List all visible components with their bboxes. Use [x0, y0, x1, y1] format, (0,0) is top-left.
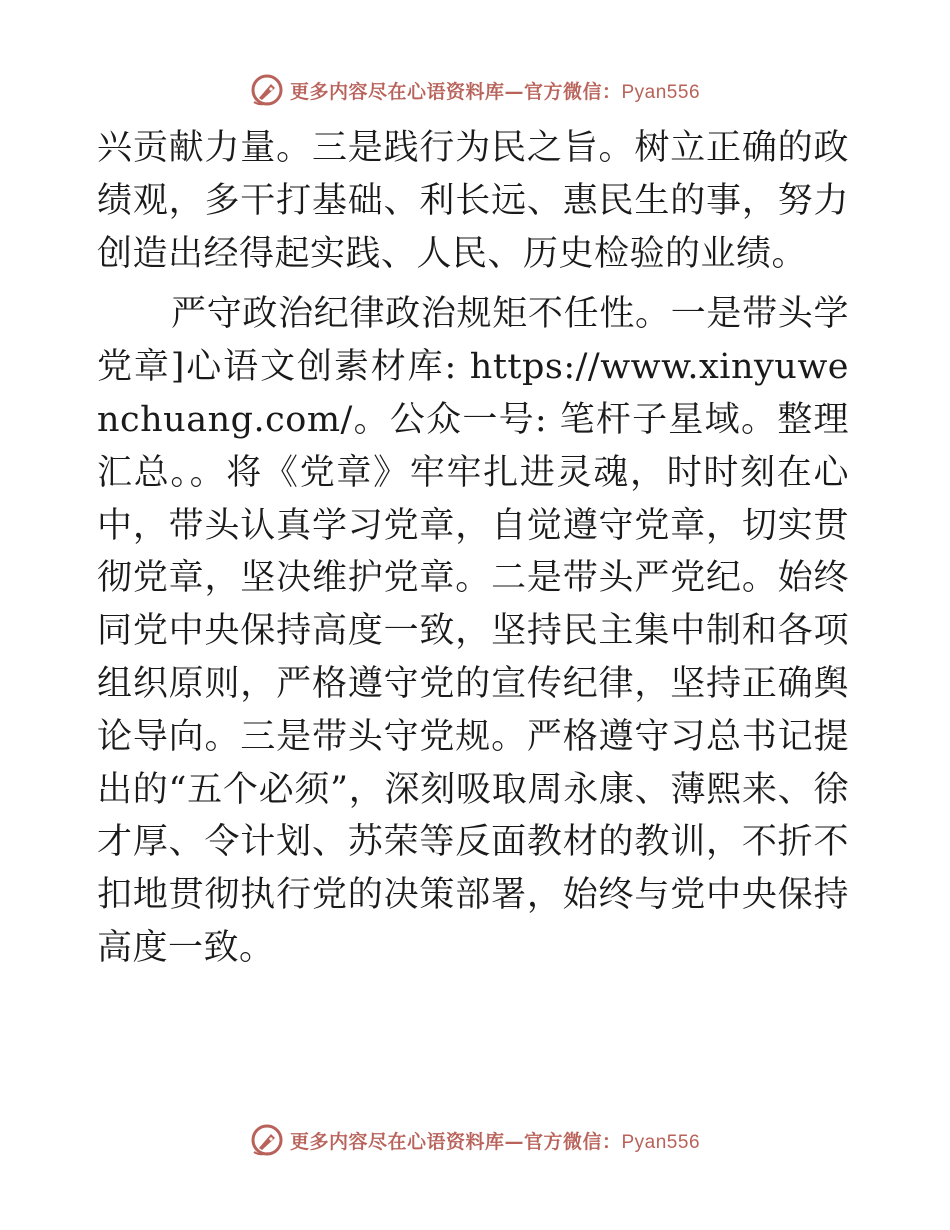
- header-banner-text: 更多内容尽在心语资料库—官方微信：Pyan556: [289, 80, 701, 103]
- header-wechat-id: Pyan556: [621, 81, 701, 103]
- footer-banner-text: 更多内容尽在心语资料库—官方微信：Pyan556: [289, 1130, 701, 1153]
- paragraph-1: 兴贡献力量。三是践行为民之旨。树立正确的政绩观，多干打基础、利长远、惠民生的事，努力创造出经得起实践、人民、历史检验的业绩。: [97, 128, 849, 274]
- pen-nib-circle-icon: [250, 1123, 284, 1157]
- footer-wechat-id: Pyan556: [621, 1131, 701, 1153]
- footer-banner: [0, 1120, 950, 1160]
- header-banner: [0, 70, 950, 110]
- paragraph-2: 严守政治纪律政治规矩不任性。一是带头学党章]心语文创素材库: https://www.xinyuwenchuang.com/。公众一号: 笔杆子星域。整理汇总。。将《党章》牢牢扎进灵魂，时时刻在心中，带头认真学习党章，自觉遵守党章，切实贯彻党章，坚决维护党章。二是带头严党纪。始终同党中央保持高度一致，坚持民主集中制和各项组织原则，严格遵守党的宣传纪律，坚持正确舆论导向。三是带头守党规。严格遵守习总书记提出的“五个必须”，深刻吸取周永康、薄熙来、徐才厚、令计划、苏荣等反面教材的教训，不折不扣地贯彻执行党的决策部署，始终与党中央保持高度一致。: [97, 294, 849, 968]
- document-body: [97, 122, 849, 975]
- pen-nib-circle-icon: [250, 73, 284, 107]
